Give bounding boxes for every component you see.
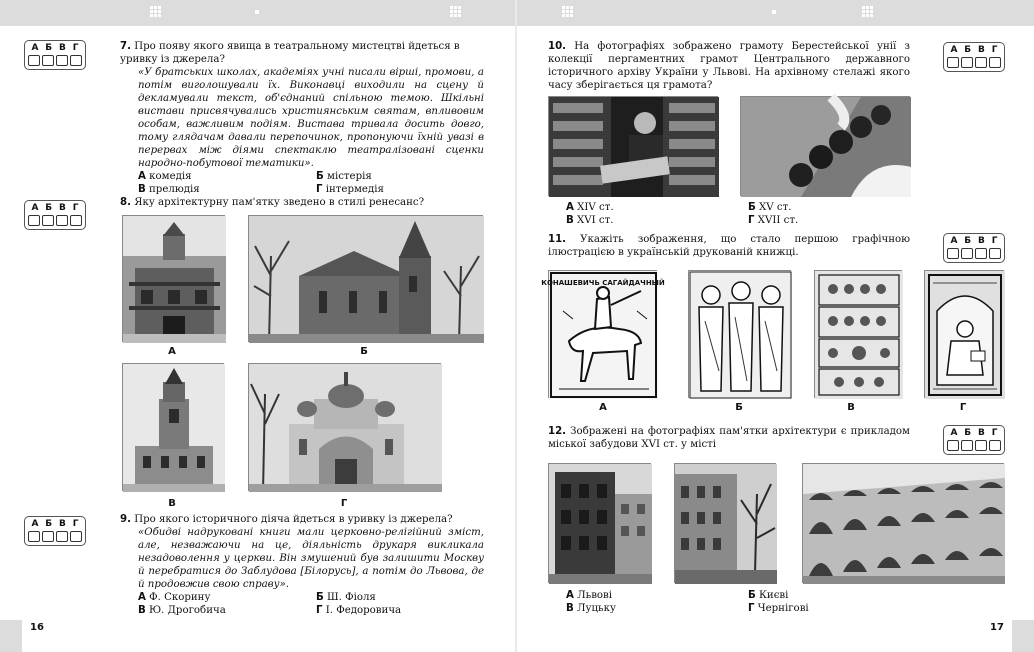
caption-b: Б — [735, 402, 743, 413]
answer-box-q8[interactable]: А Б В Г — [24, 200, 86, 230]
option-d: Г І. Федоровича — [316, 605, 402, 616]
caption-c: В — [168, 498, 176, 509]
photo-tower-building — [122, 363, 224, 491]
pattern-icon — [862, 6, 865, 9]
question-12: 12. Зображені на фотографіях пам'ятки архітектури є прикладом міської забудови XVI ст. у місті — [548, 426, 910, 450]
answer-cell[interactable] — [70, 531, 82, 542]
answer-cell[interactable] — [961, 248, 973, 259]
pattern-icon — [255, 10, 259, 14]
answer-box-q10[interactable]: А Б В Г — [943, 42, 1005, 72]
pattern-icon — [562, 6, 565, 9]
footer-band-left — [0, 620, 22, 652]
answer-cell[interactable] — [28, 55, 40, 66]
caption-c: В — [847, 402, 855, 413]
answer-cell[interactable] — [975, 57, 987, 68]
option-a: А Львові — [566, 590, 613, 601]
answer-cell[interactable] — [42, 215, 54, 226]
question-text: Про появу якого явища в театральному мистецтві йдеться в уривку із джерела? — [120, 41, 460, 65]
caption-b: Б — [360, 346, 368, 357]
question-10: 10. На фотографіях зображено грамоту Берестейської унії з колекції пергаментних грамот Центрального державного історичного архіву України у Львові. На архівному стелажі якого часу зберігається ця грамота? — [548, 41, 910, 91]
photo-charter-seals — [740, 96, 910, 196]
book-spine — [515, 0, 517, 652]
answer-options — [120, 591, 484, 617]
answer-cell[interactable] — [961, 57, 973, 68]
answer-cell[interactable] — [70, 215, 82, 226]
answer-cell[interactable] — [989, 57, 1001, 68]
answer-cell[interactable] — [42, 531, 54, 542]
question-11: 11. Укажіть зображення, що стало першою графічною ілюстрацією в українській друкованій книжці. — [548, 234, 910, 258]
engraving-evangelist — [924, 270, 1004, 398]
caption-d: Г — [959, 402, 967, 413]
photo-arcade-courtyard — [802, 463, 1004, 583]
question-text: Укажіть зображення, що стало першою графічною ілюстрацією в українській друкованій книжці. — [548, 234, 910, 258]
engraving-saints — [688, 270, 791, 398]
pattern-icon — [772, 10, 776, 14]
option-b: Б XV ст. — [748, 202, 792, 213]
pattern-icon — [450, 6, 453, 9]
pattern-icon — [150, 6, 153, 9]
photo-cathedral — [248, 363, 441, 491]
question-text: Зображені на фотографіях пам'ятки архітектури є прикладом міської забудови XVI ст. у місті — [548, 426, 910, 450]
option-b: Б містерія — [316, 171, 372, 182]
answer-cell[interactable] — [56, 215, 68, 226]
caption-a: А — [599, 402, 607, 413]
option-b: Б Києві — [748, 590, 789, 601]
answer-cell[interactable] — [56, 531, 68, 542]
source-quote: «Обидві надруковані книги мали церковно-релігійний зміст, але, незважаючи на це, діяльність друкаря викликала незадоволення у церкви. Він змушений був залишити Москву й перебратися до Заблудова [Білорусь], а потім до Львова, де й продовжив свою справу». — [138, 527, 484, 590]
answer-options — [120, 170, 484, 196]
question-8: 8. Яку архітектурну пам'ятку зведено в стилі ренесанс? — [120, 197, 425, 208]
option-c: В Ю. Дрогобича — [138, 605, 226, 616]
option-a: А Ф. Скорину — [138, 592, 211, 603]
photo-chapel — [122, 215, 225, 342]
option-d: Г XVII ст. — [748, 215, 799, 226]
answer-box-q9[interactable]: А Б В Г — [24, 516, 86, 546]
photo-black-house — [548, 463, 651, 583]
engraving-label: КОНАШЕВИЧЬ САГАЙДАЧНЫЙ — [541, 279, 665, 287]
answer-cell[interactable] — [947, 57, 959, 68]
answer-cell[interactable] — [989, 248, 1001, 259]
question-text: Яку архітектурну пам'ятку зведено в стилі ренесанс? — [134, 197, 425, 208]
photo-gothic-church — [248, 215, 483, 342]
caption-d: Г — [340, 498, 348, 509]
answer-box-q11[interactable]: А Б В Г — [943, 233, 1005, 263]
question-text: Про якого історичного діяча йдеться в уривку із джерела? — [134, 514, 453, 525]
option-d: Г Чернігові — [748, 603, 809, 614]
option-c: В Луцьку — [566, 603, 616, 614]
answer-cell[interactable] — [42, 55, 54, 66]
footer-band-right — [1012, 620, 1034, 652]
answer-cell[interactable] — [56, 55, 68, 66]
engraving-icon-panels — [814, 270, 902, 398]
option-d: Г інтермедія — [316, 184, 384, 195]
question-7: 7. Про появу якого явища в театральному мистецтві йдеться в уривку із джерела? «У братських школах, академіях учні писали вірші, промови, а потім виголошували їх. Виконавці виходили на сцену й декламували текст, об'єднаний спільною темою. Шкільні вистави присвячувались християнським святам, впливовим особам, важливим подіям. Вистава тривала досить довго, тому глядачам давали перепочинок, пропонуючи їхній увазі в перервах між діями спектаклю театралізовані сценки народно-побутової тематики». А комедія Б містерія В прелюдія Г інтермедія — [120, 41, 484, 195]
answer-cell[interactable] — [947, 248, 959, 259]
answer-cell[interactable] — [961, 440, 973, 451]
answer-cell[interactable] — [70, 55, 82, 66]
q12-options — [566, 589, 910, 615]
option-c: В XVI ст. — [566, 215, 614, 226]
answer-box-q7[interactable]: А Б В Г — [24, 40, 86, 70]
option-a: А XIV ст. — [566, 202, 614, 213]
answer-cell[interactable] — [28, 215, 40, 226]
engraving-horseman — [541, 270, 665, 398]
option-b: Б Ш. Фіоля — [316, 592, 376, 603]
caption-a: А — [168, 346, 176, 357]
top-band — [0, 0, 1034, 26]
photo-street — [674, 463, 776, 583]
option-a: А комедія — [138, 171, 192, 182]
answer-cell[interactable] — [28, 531, 40, 542]
question-text: На фотографіях зображено грамоту Берестейської унії з колекції пергаментних грамот Центрального державного історичного архіву України у Львові. На архівному стелажі якого часу зберігається ця грамота? — [548, 41, 910, 91]
page-number-left: 16 — [30, 622, 44, 633]
answer-cell[interactable] — [947, 440, 959, 451]
answer-cell[interactable] — [975, 440, 987, 451]
answer-cell[interactable] — [975, 248, 987, 259]
source-quote: «У братських школах, академіях учні писали вірші, промови, а потім виголошували їх. Виконавці виходили на сцену й декламували текст, об'єднаний спільною темою. Шкільні вистави присвячувались християнським святам, впливовим особам, важливим подіям. Вистава тривала досить довго, тому глядачам давали перепочинок, пропонуючи їхній увазі в перервах між діями спектаклю театралізовані сценки народно-побутової тематики». — [138, 67, 484, 169]
photo-archive-shelves — [548, 96, 718, 196]
question-9: 9. Про якого історичного діяча йдеться в уривку із джерела? «Обидві надруковані книги мали церковно-релігійний зміст, але, незважаючи на це, діяльність друкаря викликала незадоволення у церкви. Він змушений був залишити Москву й перебратися до Заблудова [Білорусь], а потім до Львова, де й продовжив свою справу». А Ф. Скорину Б Ш. Фіоля В Ю. Дрогобича Г І. Федоровича — [120, 514, 484, 616]
page-number-right: 17 — [990, 622, 1004, 633]
option-c: В прелюдія — [138, 184, 200, 195]
answer-cell[interactable] — [989, 440, 1001, 451]
answer-box-q12[interactable]: А Б В Г — [943, 425, 1005, 455]
q10-options — [566, 201, 910, 227]
